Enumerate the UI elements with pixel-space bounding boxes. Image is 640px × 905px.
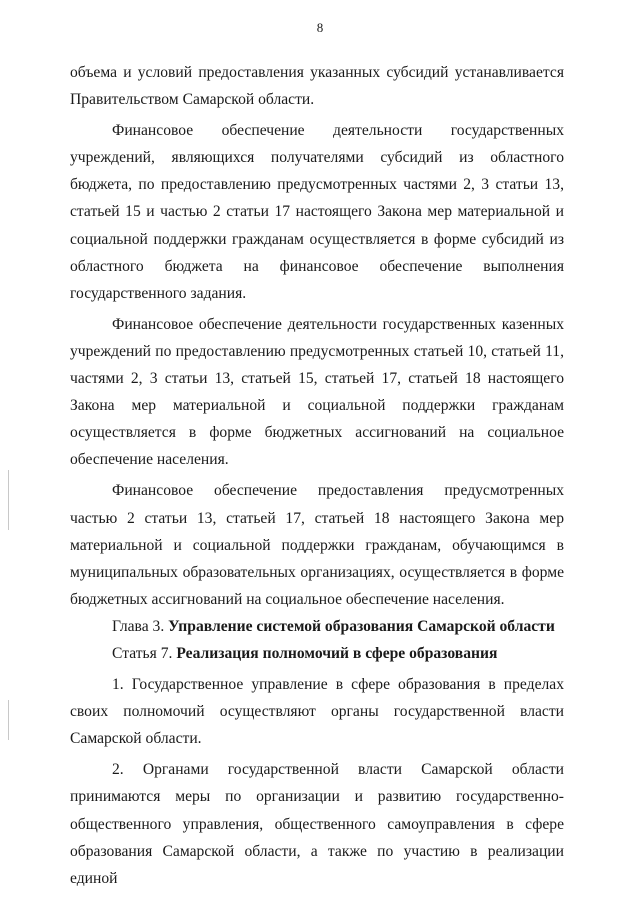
- paragraph: Финансовое обеспечение предоставления предусмотренных частью 2 статьи 13, статьей 17, статьей 18 настоящего Закона мер материальной и социальной поддержки гражданам, обучающимся в муниципальных образовательных организациях, осуществляется в форме бюджетных ассигнований на социальное обеспечение населения.: [70, 482, 564, 608]
- article-prefix: Статья 7.: [112, 644, 173, 662]
- paragraph: Финансовое обеспечение деятельности государственных учреждений, являющихся получателями субсидий из областного бюджета, по предоставлению предусмотренных частями 2, 3 статьи 13, статьей 15 и частью 2 статьи 17 настоящего Закона мер материальной и социальной поддержки гражданам осуществляется в форме субсидий из областного бюджета на финансовое обеспечение выполнения государственного задания.: [70, 122, 564, 302]
- page-number: 8: [316, 20, 324, 35]
- article-heading: [70, 640, 564, 667]
- chapter-prefix: Глава 3.: [112, 617, 165, 635]
- paragraph: Финансовое обеспечение деятельности государственных казенных учреждений по предоставлению предусмотренных статьей 10, статьей 11, частями 2, 3 статьи 13, статьей 15, статьей 17, статьей 18 настоящего Закона мер материальной и социальной поддержки гражданам осуществляется в форме бюджетных ассигнований на социальное обеспечение населения.: [70, 315, 564, 469]
- chapter-heading: [70, 613, 564, 640]
- scan-margin-mark: [8, 700, 9, 740]
- article-title: Реализация полномочий в сфере образования: [176, 644, 498, 662]
- article-paragraph: 1. Государственное управление в сфере образования в пределах своих полномочий осуществляют органы государственной власти Самарской области.: [70, 676, 564, 748]
- document-body: [70, 59, 564, 892]
- paragraph: объема и условий предоставления указанных субсидий устанавливается Правительством Самарской области.: [70, 64, 564, 109]
- scan-margin-mark: [8, 470, 9, 530]
- chapter-title: Управление системой образования Самарской области: [168, 617, 555, 635]
- article-paragraph: 2. Органами государственной власти Самарской области принимаются меры по организации и развитию государственно-общественного управления, общественного самоуправления в сфере образования Самарской области, а также по участию в реализации единой: [70, 761, 564, 887]
